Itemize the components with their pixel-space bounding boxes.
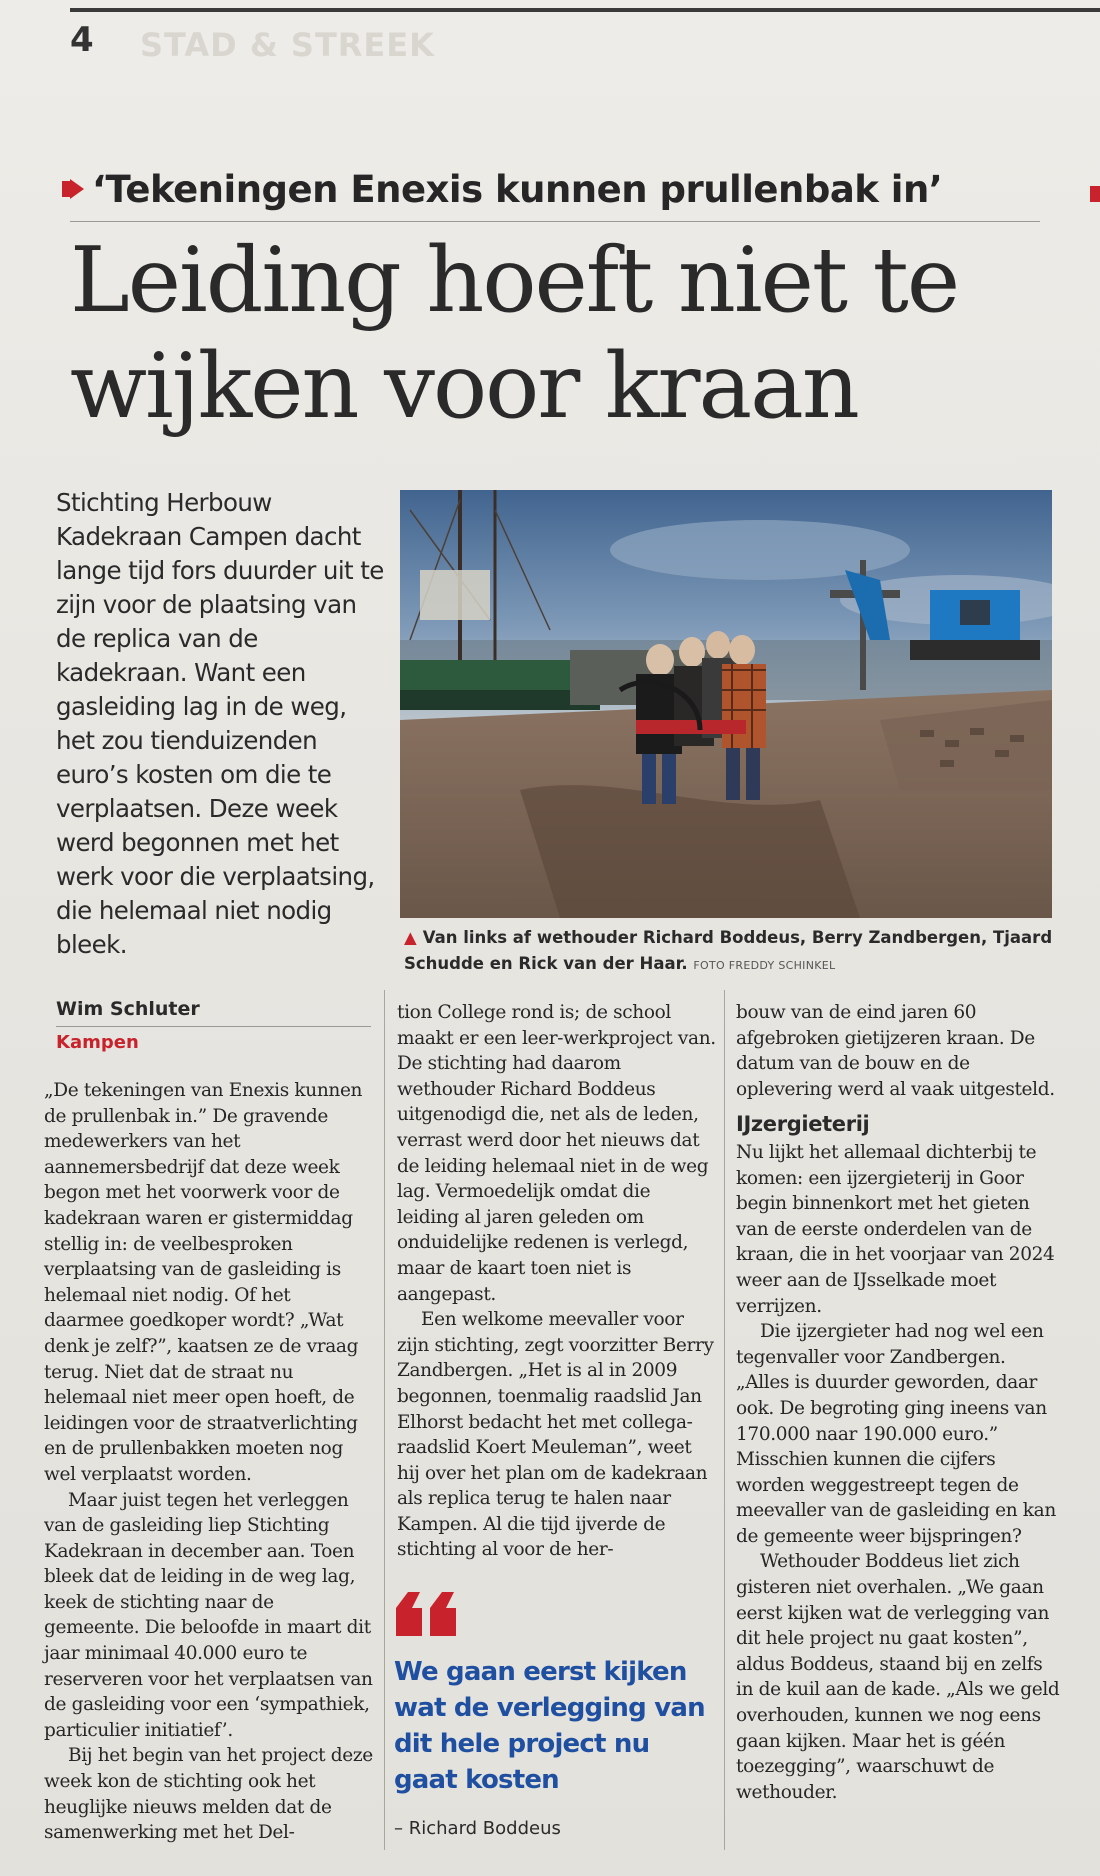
paragraph: bouw van de eind jaren 60 afgebroken gietijzeren kraan. De datum van de bouw en de oplevering werd al vaak uitgesteld. xyxy=(736,1002,1055,1100)
body-column-1 xyxy=(44,1078,374,1846)
paragraph: „De tekeningen van Enexis kunnen de prullenbak in.” De gravende medewerkers van het aannemersbedrijf dat deze week begon met het voorwerk voor de kadekraan waren er gistermiddag stellig in: de veelbesproken verplaatsing van de gasleiding is helemaal niet nodig. Of het daarmee goedkoper wordt? „Wat denk je zelf?”, kaatsen ze de vraag terug. Niet dat de straat nu helemaal niet meer open hoeft, de leidingen voor de straatverlichting en de prullenbakken moeten nog wel verplaatst worden. xyxy=(44,1080,363,1485)
headline-line-2: wijken voor kraan xyxy=(70,334,858,439)
photo-credit: FOTO FREDDY SCHINKEL xyxy=(693,959,836,972)
kicker-text: ‘Tekeningen Enexis kunnen prullenbak in’ xyxy=(92,168,943,211)
paragraph: Maar juist tegen het verleggen van de gasleiding liep Stichting Kadekraan in december aan. Toen bleek dat de leiding in de weg lag, keek de stichting naar de gemeente. Die beloofde in maart dit jaar minimaal 40.000 euro te reserveren voor het verplaatsen van de gasleiding voor een ‘sympathiek, particulier initiatief’. xyxy=(44,1489,373,1741)
subheading: IJzergieterij xyxy=(736,1112,870,1137)
body-column-2 xyxy=(397,1000,717,1563)
kicker xyxy=(70,168,1040,211)
column-rule-1 xyxy=(384,990,385,1850)
paragraph: Nu lijkt het allemaal dichterbij te komen: een ijzergieterij in Goor begin binnenkort met het gieten van de eerste onderdelen van de kraan, die in het voorjaar van 2024 weer aan de IJsselkade moet verrijzen. xyxy=(736,1141,1055,1317)
headline xyxy=(70,228,1070,440)
kicker-marker-icon xyxy=(70,179,84,199)
edge-marker xyxy=(1090,186,1100,202)
article-photo xyxy=(400,490,1052,918)
quote-mark-icon xyxy=(394,1590,464,1638)
headline-line-1: Leiding hoeft niet te xyxy=(70,228,959,333)
paragraph: Bij het begin van het project deze week kon de stichting ook het heuglijke nieuws melden dat de samenwerking met het Del- xyxy=(44,1745,373,1844)
byline-rule xyxy=(56,1026,371,1027)
page-number: 4 xyxy=(70,20,94,60)
caption-text: Van links af wethouder Richard Boddeus, Berry Zandbergen, Tjaard Schudde en Rick van der Haar. xyxy=(404,928,1053,973)
caption-triangle-icon: ▲ xyxy=(404,928,417,947)
photo-caption xyxy=(404,925,1054,979)
byline-author: Wim Schluter xyxy=(56,998,200,1020)
body-column-3 xyxy=(736,1000,1064,1805)
pull-quote-author: – Richard Boddeus xyxy=(394,1818,561,1839)
paragraph: Wethouder Boddeus liet zich gisteren niet overhalen. „We gaan eerst kijken wat de verlegging van dit hele project nu gaat kosten”, aldus Boddeus, staand bij en zelfs in de kuil aan de kade. „Als we geld overhouden, kunnen we nog eens gaan kijken. Maar het is géén toezegging”, waarschuwt de wethouder. xyxy=(736,1551,1060,1803)
column-rule-2 xyxy=(724,990,725,1850)
kicker-rule xyxy=(70,221,1040,222)
photo-illustration xyxy=(400,490,1052,918)
paragraph: Een welkome meevaller voor zijn stichting, zegt voorzitter Berry Zandbergen. „Het is al in 2009 begonnen, toenmalig raadslid Jan Elhorst bedacht het met collega-raadslid Koert Meuleman”, weet hij over het plan om de kadekraan als replica terug te halen naar Kampen. Al die tijd ijverde de stichting al voor de her- xyxy=(397,1309,714,1561)
top-rule xyxy=(70,8,1100,12)
dateline-place: Kampen xyxy=(56,1032,139,1053)
section-label: STAD & STREEK xyxy=(140,26,435,64)
intro-text: Stichting Herbouw Kadekraan Campen dacht lange tijd fors duurder uit te zijn voor de plaatsing van de replica van de kadekraan. Want een gasleiding lag in de weg, het zou tienduizenden euro’s kosten om die te verplaatsen. Deze week werd begonnen met het werk voor die verplaatsing, die helemaal niet nodig bleek. xyxy=(56,488,384,959)
paragraph: Die ijzergieter had nog wel een tegenvaller voor Zandbergen. „Alles is duurder geworden, daar ook. De begroting ging ineens van 170.000 naar 190.000 euro.” Misschien kunnen die cijfers worden weggestreept tegen de meevaller van de gasleiding en kan de gemeente weer bijspringen? xyxy=(736,1321,1056,1547)
paragraph: tion College rond is; de school maakt er een leer-werkproject van. De stichting had daarom wethouder Richard Boddeus uitgenodigd die, net als de leden, verrast werd door het nieuws dat de leiding helemaal niet in de weg lag. Vermoedelijk omdat die leiding al jaren geleden om onduidelijke redenen is verlegd, maar de kaart toen niet is aangepast. xyxy=(397,1002,716,1305)
pull-quote: We gaan eerst kijken wat de verlegging van dit hele project nu gaat kosten xyxy=(394,1657,705,1795)
